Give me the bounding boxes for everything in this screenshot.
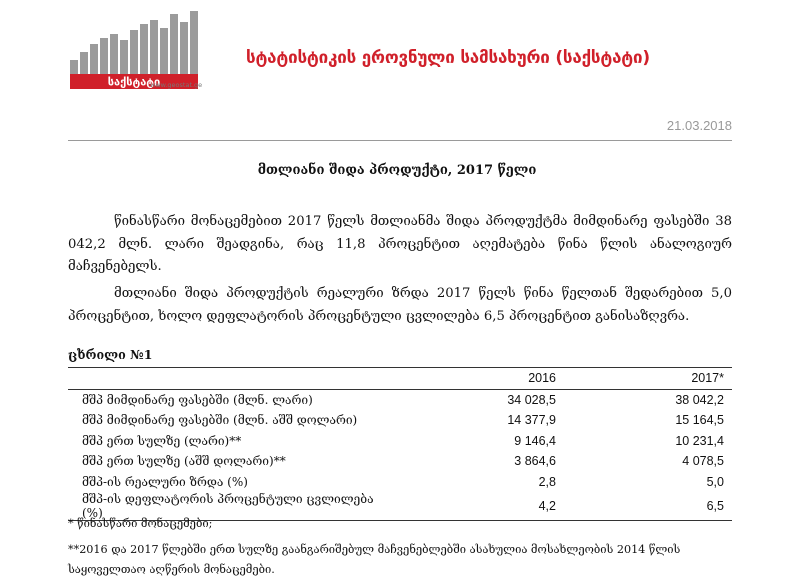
organization-title: სტატისტიკის ეროვნული სამსახური (საქსტატი): [246, 48, 650, 68]
value-2017: 38 042,2: [675, 392, 724, 407]
gdp-table: [68, 367, 732, 521]
table-row: [68, 472, 732, 493]
row-label: მშპ მიმდინარე ფასებში (მლნ. აშშ დოლარი): [82, 413, 358, 428]
logo-text: საქსტატი: [107, 75, 161, 89]
footnote-preliminary: * წინასწარი მონაცემები;: [68, 517, 213, 530]
value-2016: 2,8: [538, 474, 556, 489]
paragraph-real-growth: [68, 283, 732, 328]
header-cell-2017: 2017*: [556, 368, 732, 390]
row-label: მშპ მიმდინარე ფასებში (მლნ. ლარი): [82, 392, 313, 407]
table-row: [68, 451, 732, 472]
value-2017: 6,5: [556, 492, 732, 521]
table-row: [68, 389, 732, 410]
row-label: მშპ-ის რეალური ზრდა (%): [82, 474, 248, 489]
paragraph-text: მთლიანი შიდა პროდუქტის რეალური ზრდა 2017 წელს წინა წელთან შედარებით 5,0 პროცენტით, ხოლო დეფლატორის პროცენტული ცვლილება 6,5 პროცენტით განისაზღვრა.: [68, 286, 732, 324]
table-row: [68, 410, 732, 431]
row-label: მშპ ერთ სულზე (ლარი)**: [82, 433, 242, 448]
header-cell-label: [68, 368, 388, 390]
row-label: მშპ-ის დეფლატორის პროცენტული ცვლილება (%): [68, 492, 388, 521]
table-title: ცხრილი №1: [68, 347, 153, 362]
value-2016: 4,2: [388, 492, 556, 521]
value-2016: 14 377,9: [507, 413, 556, 428]
paragraph-current-prices: [68, 211, 732, 279]
value-2016: 34 028,5: [507, 392, 556, 407]
value-2017: 4 078,5: [682, 454, 724, 469]
release-date: 21.03.2018: [68, 118, 732, 141]
logo-bars-icon: [70, 11, 198, 74]
value-2017: 10 231,4: [675, 433, 724, 448]
value-2017: 5,0: [706, 474, 724, 489]
document-title: მთლიანი შიდა პროდუქტი, 2017 წელი: [257, 163, 537, 178]
value-2016: 3 864,6: [514, 454, 556, 469]
row-label: მშპ ერთ სულზე (აშშ დოლარი)**: [82, 454, 286, 469]
logo-url[interactable]: www.geostat.ge: [150, 81, 203, 89]
footnote-per-capita: **2016 და 2017 წლებში ერთ სულზე გაანგარიშებულ მაჩვენებლებში ასახულია მოსახლეობის 2014 წლის საყოველთაო აღწერის მონაცემები.: [68, 543, 681, 576]
paragraph-text: წინასწარი მონაცემებით 2017 წელს მთლიანმა შიდა პროდუქტმა მიმდინარე ფასებში 38 042,2 მლნ. ლარი შეადგინა, რაც 11,8 პროცენტით აღემატება წინა წლის ანალოგიურ მაჩვენებელს.: [68, 214, 732, 274]
header-cell-2016: 2016: [388, 368, 556, 390]
table-header-row: [68, 368, 732, 390]
value-2016: 9 146,4: [514, 433, 556, 448]
value-2017: 15 164,5: [675, 413, 724, 428]
table-row: [68, 431, 732, 452]
